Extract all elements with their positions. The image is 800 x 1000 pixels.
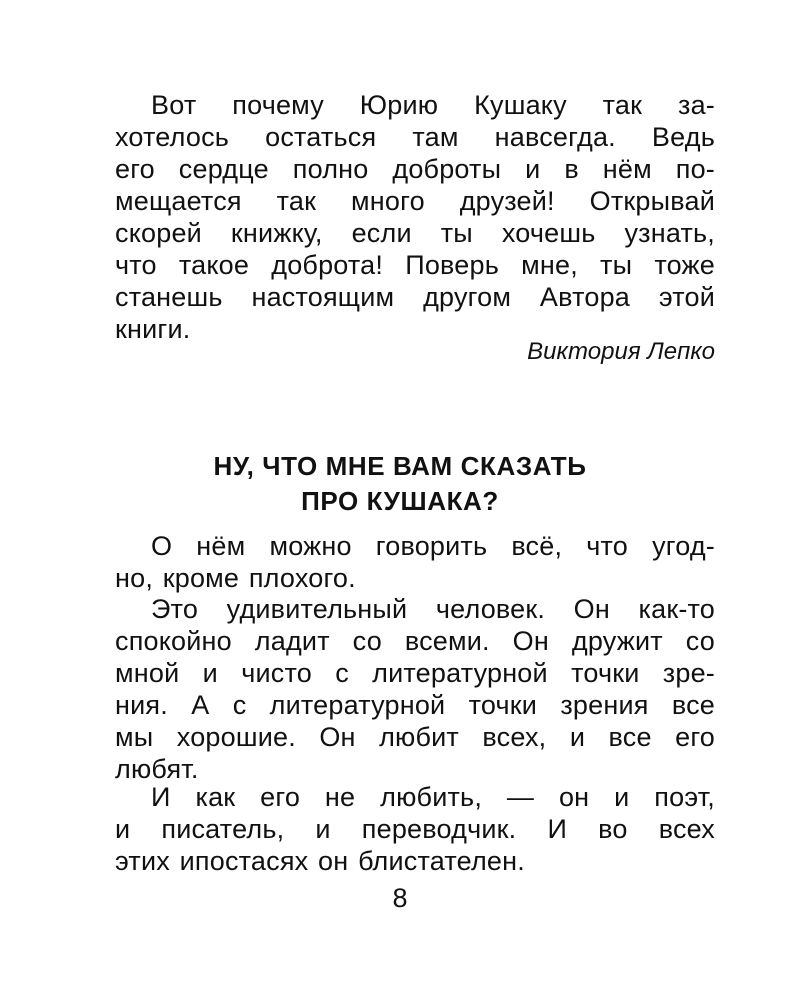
p2-line-2: спокойно ладит со всеми. Он дружит со bbox=[115, 626, 715, 656]
p2-line-5: мы хорошие. Он любит всех, и все его bbox=[115, 722, 715, 752]
chapter-title-line-2: ПРО КУШАКА? bbox=[301, 486, 499, 516]
chapter-paragraph-2 bbox=[115, 593, 715, 785]
p3-line-1: И как его не любить, — он и поэт, bbox=[151, 782, 715, 812]
intro-line-2: хотелось остаться там навсегда. Ведь bbox=[115, 122, 715, 152]
intro-line-4: мещается так много друзей! Открывай bbox=[115, 186, 715, 216]
intro-line-8: книги. bbox=[115, 314, 191, 344]
intro-line-1: Вот почему Юрию Кушаку так за- bbox=[151, 90, 715, 120]
p2-line-3: мной и чисто с литературной точки зре- bbox=[115, 658, 715, 688]
author-signature: Виктория Лепко bbox=[527, 338, 715, 365]
page-number: 8 bbox=[392, 883, 408, 913]
p2-line-4: ния. А с литературной точки зрения все bbox=[115, 690, 715, 720]
chapter-title bbox=[90, 449, 710, 519]
p2-line-6: любят. bbox=[115, 754, 199, 784]
chapter-paragraph-1 bbox=[115, 530, 715, 594]
p2-line-1: Это удивительный человек. Он как-то bbox=[151, 594, 715, 624]
p1-line-2: но, кроме плохого. bbox=[115, 563, 356, 593]
p3-line-3: этих ипостасях он блистателен. bbox=[115, 846, 525, 876]
chapter-paragraph-3 bbox=[115, 781, 715, 877]
intro-line-3: его сердце полно доброты и в нём по- bbox=[115, 154, 715, 184]
intro-line-7: станешь настоящим другом Автора этой bbox=[115, 282, 715, 312]
chapter-title-line-1: НУ, ЧТО МНЕ ВАМ СКАЗАТЬ bbox=[213, 451, 587, 481]
intro-paragraph bbox=[115, 89, 715, 345]
p3-line-2: и писатель, и переводчик. И во всех bbox=[115, 814, 715, 844]
p1-line-1: О нём можно говорить всё, что угод- bbox=[151, 531, 715, 561]
intro-line-6: что такое доброта! Поверь мне, ты тоже bbox=[115, 250, 715, 280]
intro-line-5: скорей книжку, если ты хочешь узнать, bbox=[115, 218, 715, 248]
